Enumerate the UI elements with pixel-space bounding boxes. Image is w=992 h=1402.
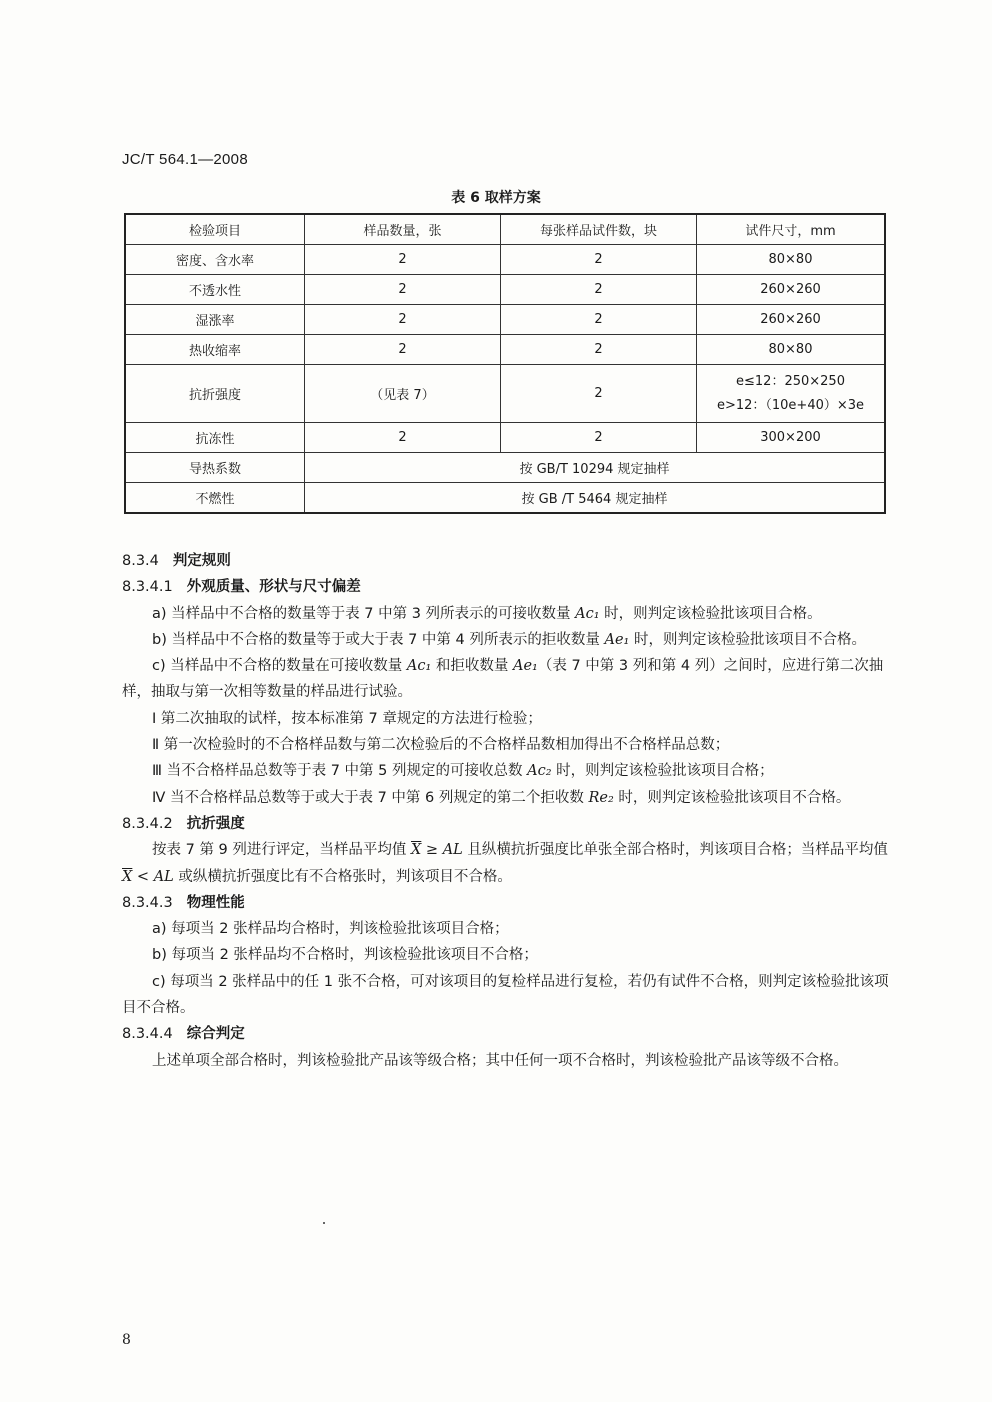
table-cell: 热收缩率 [125, 335, 305, 365]
table-header-cell: 每张样品试件数，块 [501, 214, 697, 245]
table-cell: 80×80 [697, 245, 886, 275]
paragraph: a) 每项当 2 张样品均合格时，判该检验批该项目合格； [152, 921, 509, 938]
scan-speck [323, 1222, 325, 1224]
table-cell: 300×200 [697, 423, 886, 453]
table-cell: （见表 7） [305, 365, 501, 423]
paragraph: Ⅲ 当不合格样品总数等于表 7 中第 5 列规定的可接收总数 Ac₂ 时，则判定该检验批该项目合格； [152, 763, 774, 780]
table-header-row [125, 214, 885, 245]
section-heading: 8.3.4.1 外观质量、形状与尺寸偏差 [122, 579, 361, 596]
table-cell-merged: 按 GB/T 10294 规定抽样 [305, 453, 886, 483]
paragraph: Ⅳ 当不合格样品总数等于或大于表 7 中第 6 列规定的第二个拒收数 Re₂ 时，则判定该检验批该项目不合格。 [152, 789, 851, 806]
table-cell: 2 [305, 305, 501, 335]
table-row [125, 335, 885, 365]
table-cell: 2 [501, 335, 697, 365]
table-cell: 抗折强度 [125, 365, 305, 423]
table-cell: 不燃性 [125, 483, 305, 514]
table-cell: 2 [501, 305, 697, 335]
table-row [125, 483, 885, 514]
table-cell: 2 [305, 245, 501, 275]
table-row [125, 245, 885, 275]
table-cell: 260×260 [697, 305, 886, 335]
paragraph: 按表 7 第 9 列进行评定，当样品平均值 $\overline{X}$ ≥ AL 且纵横抗折强度比单张全部合格时，判该项目合格；当样品平均值 $\overline{X}$ < AL 或纵横抗折强度比有不合格张时，判该项目不合格。 [122, 842, 888, 885]
page-number: 8 [122, 1332, 131, 1348]
table-row [125, 305, 885, 335]
document-id: JC/T 564.1—2008 [122, 151, 248, 168]
table-cell: 2 [305, 335, 501, 365]
table-cell: 2 [305, 423, 501, 453]
table-header-cell: 检验项目 [125, 214, 305, 245]
section-heading: 8.3.4 判定规则 [122, 553, 231, 569]
table-cell: 2 [501, 245, 697, 275]
table-cell-merged: 按 GB /T 5464 规定抽样 [305, 483, 886, 514]
table-caption: 表 6 取样方案 [451, 190, 541, 206]
paragraph: Ⅰ 第二次抽取的试样，按本标准第 7 章规定的方法进行检验； [152, 710, 542, 727]
section-heading: 8.3.4.2 抗折强度 [122, 815, 245, 832]
paragraph: c) 当样品中不合格的数量在可接收数量 Ac₁ 和拒收数量 Ae₁（表 7 中第 3 列和第 4 列）之间时，应进行第二次抽样，抽取与第一次相等数量的样品进行试验。 [122, 658, 884, 701]
table-row [125, 423, 885, 453]
table-cell: 2 [501, 423, 697, 453]
sampling-table [124, 213, 886, 514]
table-cell: 2 [501, 275, 697, 305]
table-cell: 导热系数 [125, 453, 305, 483]
table-cell: 2 [305, 275, 501, 305]
table-row [125, 453, 885, 483]
table-cell: 抗冻性 [125, 423, 305, 453]
table-cell: 不透水性 [125, 275, 305, 305]
table-cell: 260×260 [697, 275, 886, 305]
size-line: e≤12：250×250 [736, 373, 845, 389]
paragraph: b) 每项当 2 张样品均不合格时，判该检验批该项目不合格； [152, 947, 538, 964]
table-row [125, 365, 885, 423]
section-heading: 8.3.4.4 综合判定 [122, 1026, 245, 1043]
table-cell [697, 365, 886, 423]
table-row [125, 275, 885, 305]
paragraph: Ⅱ 第一次检验时的不合格样品数与第二次检验后的不合格样品数相加得出不合格样品总数； [152, 737, 730, 754]
paragraph: a) 当样品中不合格的数量等于表 7 中第 3 列所表示的可接收数量 Ac₁ 时，则判定该检验批该项目合格。 [152, 605, 822, 622]
section-heading: 8.3.4.3 物理性能 [122, 894, 245, 911]
size-line: e>12：（10e+40）×3e [716, 397, 865, 413]
table-header-cell: 试件尺寸，mm [697, 214, 886, 245]
body-text [122, 548, 892, 1074]
paragraph: 上述单项全部合格时，判该检验批产品该等级合格；其中任何一项不合格时，判该检验批产品该等级不合格。 [152, 1052, 848, 1069]
table-cell: 2 [501, 365, 697, 423]
paragraph: b) 当样品中不合格的数量等于或大于表 7 中第 4 列所表示的拒收数量 Ae₁ 时，则判定该检验批该项目不合格。 [152, 631, 866, 648]
table-cell: 密度、含水率 [125, 245, 305, 275]
table-cell: 80×80 [697, 335, 886, 365]
table-header-cell: 样品数量，张 [305, 214, 501, 245]
table-cell: 湿涨率 [125, 305, 305, 335]
paragraph: c) 每项当 2 张样品中的任 1 张不合格，可对该项目的复检样品进行复检，若仍有试件不合格，则判定该检验批该项目不合格。 [122, 973, 889, 1017]
